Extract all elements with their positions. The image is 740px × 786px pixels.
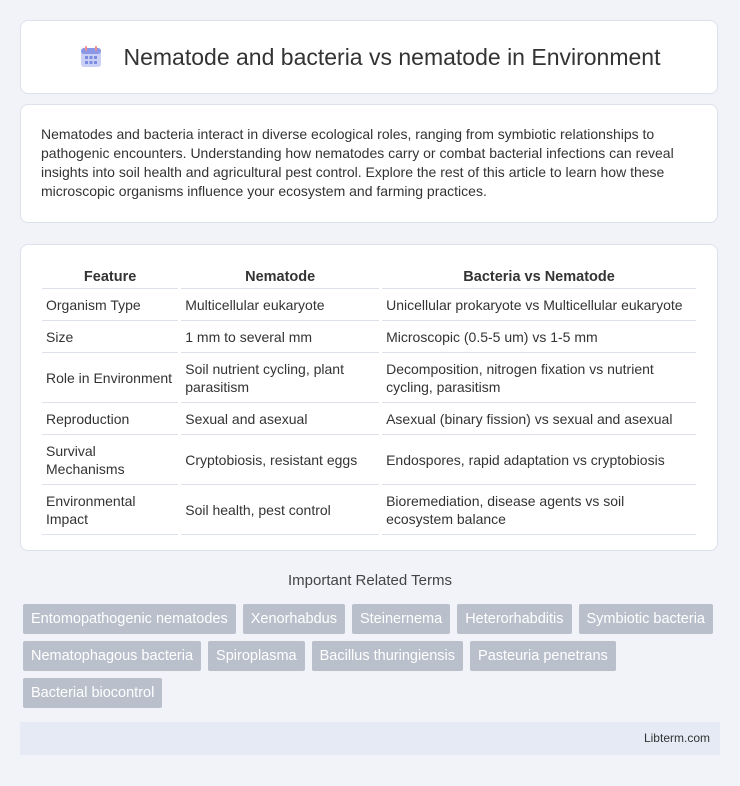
related-term-tag[interactable]: Heterorhabditis xyxy=(457,604,571,634)
table-cell: Asexual (binary fission) vs sexual and asexual xyxy=(382,403,696,435)
page-title: Nematode and bacteria vs nematode in Environment xyxy=(123,43,661,70)
table-row xyxy=(42,435,696,485)
table-cell: Survival Mechanisms xyxy=(42,435,178,485)
table-cell: Sexual and asexual xyxy=(181,403,379,435)
table-cell: Soil nutrient cycling, plant parasitism xyxy=(181,353,379,403)
table-cell: Endospores, rapid adaptation vs cryptobiosis xyxy=(382,435,696,485)
intro-card xyxy=(20,104,718,223)
table-cell: Soil health, pest control xyxy=(181,485,379,535)
related-terms-list xyxy=(23,604,723,715)
table-cell: Bioremediation, disease agents vs soil ecosystem balance xyxy=(382,485,696,535)
related-term-tag[interactable]: Entomopathogenic nematodes xyxy=(23,604,236,634)
related-term-tag[interactable]: Bacterial biocontrol xyxy=(23,678,162,708)
table-row xyxy=(42,321,696,353)
related-term-tag[interactable]: Xenorhabdus xyxy=(243,604,345,634)
footer xyxy=(20,722,720,755)
table-cell: Decomposition, nitrogen fixation vs nutrient cycling, parasitism xyxy=(382,353,696,403)
column-header: Bacteria vs Nematode xyxy=(382,265,696,289)
table-cell: Environmental Impact xyxy=(42,485,178,535)
table-cell: Size xyxy=(42,321,178,353)
table-cell: Reproduction xyxy=(42,403,178,435)
table-cell: Microscopic (0.5-5 um) vs 1-5 mm xyxy=(382,321,696,353)
table-row xyxy=(42,485,696,535)
column-header: Feature xyxy=(42,265,178,289)
table-cell: Unicellular prokaryote vs Multicellular eukaryote xyxy=(382,289,696,321)
related-term-tag[interactable]: Bacillus thuringiensis xyxy=(312,641,463,671)
comparison-table xyxy=(39,265,699,535)
table-header-row xyxy=(42,265,696,289)
table-row xyxy=(42,289,696,321)
table-cell: Organism Type xyxy=(42,289,178,321)
calendar-grid-icon xyxy=(78,44,104,70)
related-terms-heading: Important Related Terms xyxy=(288,572,452,589)
column-header: Nematode xyxy=(181,265,379,289)
related-term-tag[interactable]: Pasteuria penetrans xyxy=(470,641,616,671)
related-term-tag[interactable]: Nematophagous bacteria xyxy=(23,641,201,671)
footer-site-link[interactable]: Libterm.com xyxy=(643,731,710,745)
table-row xyxy=(42,403,696,435)
header-card xyxy=(20,20,718,94)
intro-paragraph: Nematodes and bacteria interact in diverse ecological roles, ranging from symbiotic relationships to pathogenic encounters. Understanding how nematodes carry or combat bacterial infections can reveal insights into soil health and agricultural pest control. Explore the rest of this article to learn how these microscopic organisms influence your ecosystem and farming practices. xyxy=(41,126,674,199)
table-cell: Role in Environment xyxy=(42,353,178,403)
comparison-card xyxy=(20,244,718,551)
table-row xyxy=(42,353,696,403)
table-cell: Multicellular eukaryote xyxy=(181,289,379,321)
related-term-tag[interactable]: Spiroplasma xyxy=(208,641,305,671)
related-term-tag[interactable]: Steinernema xyxy=(352,604,450,634)
table-cell: Cryptobiosis, resistant eggs xyxy=(181,435,379,485)
table-cell: 1 mm to several mm xyxy=(181,321,379,353)
related-term-tag[interactable]: Symbiotic bacteria xyxy=(579,604,713,634)
